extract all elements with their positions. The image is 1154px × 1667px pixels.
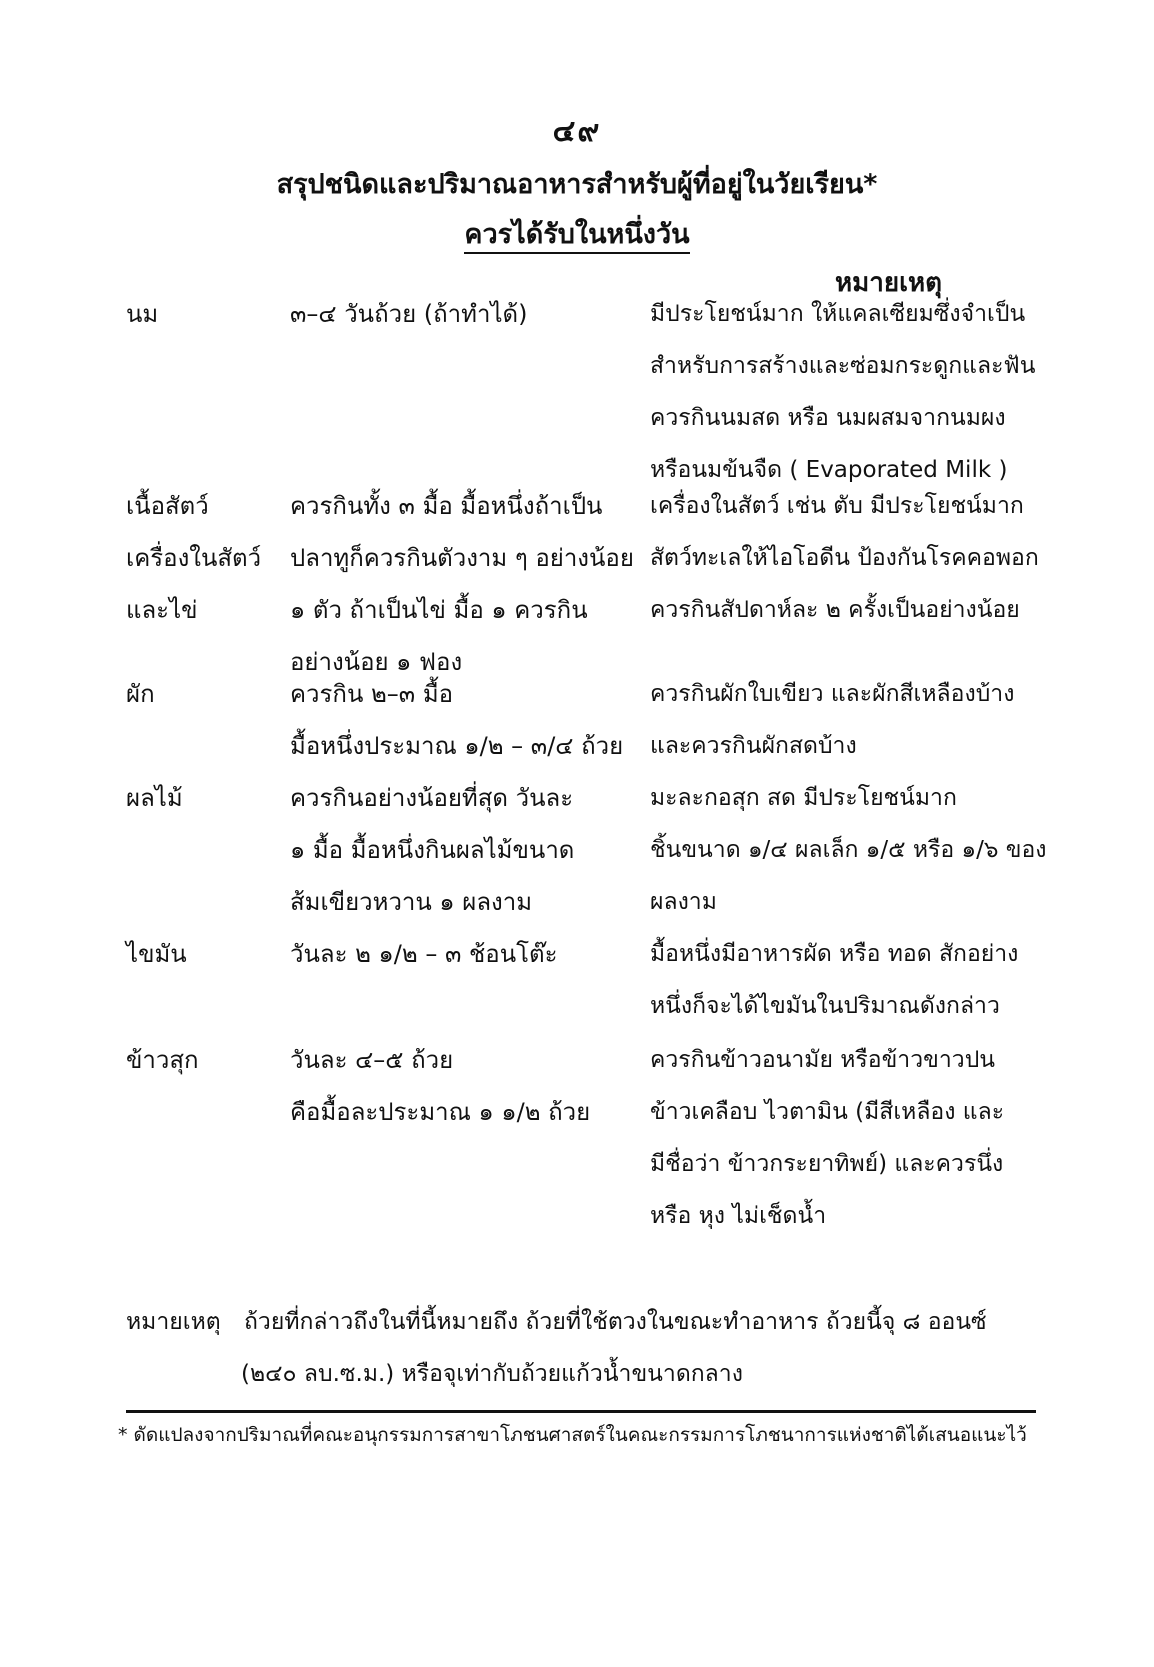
note-label: หมายเหตุ	[126, 1309, 221, 1335]
food-remark-cell	[650, 772, 1050, 928]
food-group-name-line: ไขมัน	[126, 940, 187, 968]
food-remark-line: หนึ่งก็จะได้ไขมันในปริมาณดังกล่าว	[650, 993, 1000, 1019]
food-remark-line: ควรกินนมสด หรือ นมผสมจากนมผง	[650, 405, 1006, 431]
food-remark-line: หรือ หุง ไม่เช็ดน้ำ	[650, 1203, 827, 1229]
food-amount-line: ๑ ตัว ถ้าเป็นไข่ มื้อ ๑ ควรกิน	[290, 596, 588, 624]
note-line-2: (๒๔๐ ลบ.ซ.ม.) หรือจุเท่ากับถ้วยแก้วน้ำขนาดกลาง	[241, 1361, 743, 1387]
food-amount-cell	[290, 928, 635, 980]
food-amount-line: ๓–๔ วันถ้วย (ถ้าทำได้)	[290, 300, 528, 328]
food-remark-line: สำหรับการสร้างและซ่อมกระดูกและฟัน	[650, 353, 1036, 379]
food-remark-cell	[650, 480, 1050, 636]
food-remark-line: มะละกอสุก สด มีประโยชน์มาก	[650, 785, 957, 811]
food-remark-line: มีชื่อว่า ข้าวกระยาทิพย์) และควรนึ่ง	[650, 1151, 1004, 1177]
food-remark-line: มื้อหนึ่งมีอาหารผัด หรือ ทอด สักอย่าง	[650, 941, 1019, 967]
food-amount-cell	[290, 772, 635, 928]
food-group-name-cell	[126, 1034, 286, 1086]
food-remark-line: และควรกินผักสดบ้าง	[650, 733, 857, 759]
food-group-name-line: นม	[126, 300, 159, 328]
food-remark-line: ชิ้นขนาด ๑/๔ ผลเล็ก ๑/๕ หรือ ๑/๖ ของ	[650, 837, 1047, 863]
food-amount-cell	[290, 668, 635, 772]
food-group-name-line: เครื่องในสัตว์	[126, 544, 262, 572]
food-amount-line: ควรกินอย่างน้อยที่สุด วันละ	[290, 784, 574, 812]
food-amount-line: วันละ ๔–๕ ถ้วย	[290, 1046, 454, 1074]
food-group-name-cell	[126, 480, 286, 636]
page-number: ๔๙	[552, 114, 602, 149]
food-group-name-cell	[126, 668, 286, 720]
food-remark-line: ควรกินผักใบเขียว และผักสีเหลืองบ้าง	[650, 681, 1015, 707]
food-remark-line: มีประโยชน์มาก ให้แคลเซียมซึ่งจำเป็น	[650, 301, 1026, 327]
food-group-name-cell	[126, 288, 286, 340]
food-remark-cell	[650, 668, 1050, 772]
footnote-divider	[126, 1410, 1036, 1413]
food-remark-cell	[650, 928, 1050, 1032]
food-amount-line: คือมื้อละประมาณ ๑ ๑/๒ ถ้วย	[290, 1098, 591, 1126]
food-amount-line: ปลาทูก็ควรกินตัวงาม ๆ อย่างน้อย	[290, 544, 634, 572]
food-group-name-line: ผัก	[126, 680, 155, 708]
food-remark-cell	[650, 288, 1050, 496]
food-remark-line: หรือนมข้นจืด ( Evaporated Milk )	[650, 457, 1008, 483]
note-line-1: ถ้วยที่กล่าวถึงในที่นี้หมายถึง ถ้วยที่ใช้ตวงในขณะทำอาหาร ถ้วยนี้จุ ๘ ออนซ์	[244, 1309, 987, 1335]
food-group-name-line: และไข่	[126, 596, 198, 624]
food-amount-line: ควรกิน ๒–๓ มื้อ	[290, 680, 454, 708]
food-group-name-cell	[126, 772, 286, 824]
document-subtitle	[0, 212, 1154, 255]
food-amount-cell	[290, 288, 635, 340]
remarks-column-header: หมายเหตุ	[835, 268, 943, 298]
footnote: * ดัดแปลงจากปริมาณที่คณะอนุกรรมการสาขาโภชนศาสตร์ในคณะกรรมการโภชนาการแห่งชาติได้เสนอแนะไว้	[118, 1424, 1027, 1446]
food-remark-line: ควรกินข้าวอนามัย หรือข้าวขาวปน	[650, 1047, 996, 1073]
food-remark-line: ข้าวเคลือบ ไวตามิน (มีสีเหลือง และ	[650, 1099, 1005, 1125]
food-amount-cell	[290, 480, 635, 688]
food-amount-line: ๑ มื้อ มื้อหนึ่งกินผลไม้ขนาด	[290, 836, 575, 864]
food-remark-line: สัตว์ทะเลให้ไอโอดีน ป้องกันโรคคอพอก	[650, 545, 1039, 571]
document-subtitle-text: ควรได้รับในหนึ่งวัน	[464, 219, 689, 254]
food-amount-line: วันละ ๒ ๑/๒ – ๓ ช้อนโต๊ะ	[290, 940, 558, 968]
food-group-name-line: ผลไม้	[126, 784, 183, 812]
food-remark-cell	[650, 1034, 1050, 1242]
food-amount-cell	[290, 1034, 635, 1138]
food-amount-line: ควรกินทั้ง ๓ มื้อ มื้อหนึ่งถ้าเป็น	[290, 492, 603, 520]
food-remark-line: เครื่องในสัตว์ เช่น ตับ มีประโยชน์มาก	[650, 493, 1024, 519]
food-group-name-line: ข้าวสุก	[126, 1046, 199, 1074]
food-group-name-line: เนื้อสัตว์	[126, 492, 209, 520]
food-amount-line: อย่างน้อย ๑ ฟอง	[290, 648, 463, 676]
food-remark-line: ควรกินสัปดาห์ละ ๒ ครั้งเป็นอย่างน้อย	[650, 597, 1020, 623]
food-amount-line: มื้อหนึ่งประมาณ ๑/๒ – ๓/๔ ถ้วย	[290, 732, 624, 760]
food-amount-line: ส้มเขียวหวาน ๑ ผลงาม	[290, 888, 533, 916]
food-group-name-cell	[126, 928, 286, 980]
food-remark-line: ผลงาม	[650, 889, 717, 915]
document-title: สรุปชนิดและปริมาณอาหารสำหรับผู้ที่อยู่ในวัยเรียน*	[276, 169, 878, 200]
